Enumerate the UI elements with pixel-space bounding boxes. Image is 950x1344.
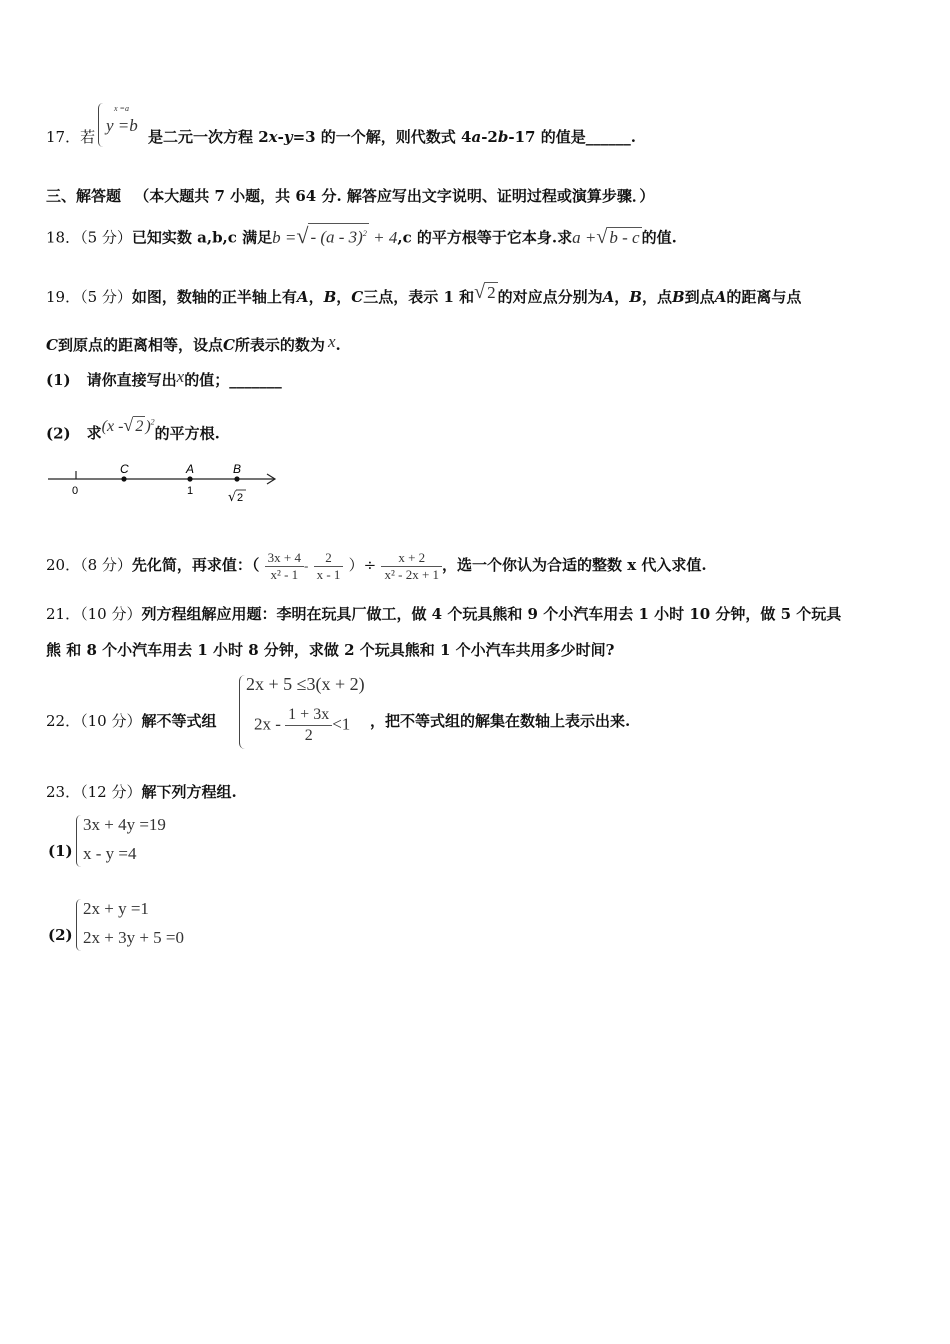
q18-line [46, 223, 677, 248]
q20-fraction-1: $\frac{3x + 4}{\text{x² - 1}}$ [265, 550, 304, 583]
q19-line-2: C到原点的距离相等，设点C所表示的数为 x. [46, 332, 341, 354]
number-line-label-1: 1 [187, 485, 194, 497]
q19-number-line-figure [44, 460, 284, 506]
q19-line1-c: 的对应点分别为 [497, 288, 603, 306]
q23-number: 23． [46, 783, 81, 801]
q21-text-line2: 熊 和 8 个小汽车用去 1 小时 8 分钟，求做 2 个玩具熊和 1 个小汽车共用多少时间? [46, 641, 615, 659]
q19-part2-label: (2) [46, 424, 71, 443]
q19-point-c-2: C [46, 336, 58, 354]
q19-line2-a: 到原点的距离相等，设点 [57, 336, 223, 354]
q17-text-b: =3 的一个解，则代数式 4 [292, 128, 472, 146]
q23-part1-equation-2: x - y =4 [83, 844, 137, 863]
section-3-title: 三、解答题 [46, 187, 122, 205]
q19-line1-b: 三点，表示 1 和 [363, 288, 475, 306]
section-3-heading [46, 186, 654, 206]
q18-score: （5 分） [80, 228, 132, 247]
q17-answer-blank: ______ [585, 128, 631, 146]
q21-score: （10 分） [80, 605, 142, 623]
number-line-label-a: A [186, 462, 195, 476]
q22-number: 22． [46, 712, 81, 730]
q21-line-1 [46, 604, 841, 624]
number-line-label-sqrt2: 2 [237, 492, 244, 504]
q19-part1-label: (1) [46, 371, 71, 389]
q17-system-top: x =a [114, 104, 129, 113]
q22-text-a: 解不等式组 [141, 712, 217, 730]
q19-part1-var-x: x [176, 367, 185, 386]
q18-formula: b =√ - (a - 3)$^2$ + 4 [272, 222, 398, 248]
q19-part1-tail: 的值； [184, 371, 230, 389]
q18-number: 18． [46, 228, 81, 247]
q20-score: （8 分） [80, 556, 132, 574]
number-line-point-a [187, 476, 192, 481]
q22-line [46, 711, 216, 731]
q17-var-y: y [283, 128, 293, 146]
q22-score: （10 分） [80, 712, 142, 730]
q18-expression: a +√ b - c [572, 225, 640, 248]
q17-dash: - [277, 128, 284, 146]
q23-part2-equation-2: 2x + 3y + 5 =0 [83, 928, 185, 947]
q22-inequality-2: 2x - $\frac{1 + 3x}{2}$ <1 [254, 706, 351, 744]
q19-line2-b: 所表示的数为 [234, 336, 325, 354]
q17-text-c: -2 [481, 128, 498, 146]
number-line-label-0: 0 [72, 485, 79, 497]
q21-number: 21． [46, 605, 81, 623]
number-line-sqrt-sign: √ [228, 490, 237, 505]
q17-var-b: b [497, 128, 509, 146]
q23-text: 解下列方程组. [141, 783, 237, 801]
number-line-label-b: B [233, 462, 242, 476]
q19-part-2 [46, 413, 220, 443]
q18-formula-radicand: - (a - 3)$^2$ [308, 223, 368, 248]
q19-part-1 [46, 367, 282, 390]
q23-part2-label: (2) [48, 926, 73, 944]
q17-text-a: 是二元一次方程 2 [148, 128, 269, 146]
q19-number: 19． [46, 288, 81, 306]
q19-part2-expression: (x -√ 2 )$^2$ [101, 415, 155, 436]
q19-line1-a: 如图，数轴的正半轴上有 [131, 288, 297, 306]
q21-line-2 [46, 640, 614, 660]
q23-part1-brace [76, 815, 81, 867]
q19-part1-blank: _______ [229, 371, 282, 389]
q17-system-brace [98, 103, 103, 147]
q19-sqrt2: √ 2 [474, 281, 496, 303]
q17-var-x: x [268, 128, 278, 146]
number-line-point-b [234, 476, 239, 481]
q18-expression-radicand: b - c [609, 227, 640, 247]
q17-number: 17．若 [46, 128, 96, 146]
q19-point-c: C [351, 288, 364, 306]
q19-score: （5 分） [80, 288, 132, 306]
q22-inequality-1: 2x + 5 ≤3(x + 2) [246, 674, 365, 694]
q19-part2-text: 求 [86, 424, 102, 443]
number-line-point-c [121, 476, 126, 481]
q18-text-a: 已知实数 a,b,c 满足 [131, 228, 273, 247]
q17-line [46, 127, 95, 147]
q20-fraction-2: $\frac{2}{x - 1}$ [314, 550, 344, 583]
q19-part2-tail: 的平方根. [154, 424, 220, 443]
q17-text [148, 127, 636, 147]
q17-system-bottom: y =b [106, 116, 138, 135]
q19-point-b: B [323, 288, 337, 306]
q18-formula-tail: + 4 [373, 227, 398, 247]
q20-text-b: ，选一个你认为合适的整数 x 代入求值. [442, 556, 707, 574]
q18-text-c: 的值. [641, 228, 677, 247]
q19-line-1: 19．（5 分）如图，数轴的正半轴上有A，B，C三点，表示 1 和√ 2 的对应点分别为A，B，点B到点A的距离与点 [46, 281, 802, 306]
q23-score: （12 分） [80, 783, 142, 801]
q23-part2-equation-1: 2x + y =1 [83, 899, 149, 918]
q17-end: . [630, 128, 636, 146]
q23-line [46, 782, 237, 802]
section-3-note: （本大题共 7 小题，共 64 分. 解答应写出文字说明、证明过程或演算步骤．） [134, 187, 655, 205]
q23-part1-equation-1: 3x + 4y =19 [83, 815, 166, 834]
q17-var-a: a [471, 128, 482, 146]
q20-line: 20．（8 分）先化简，再求值：（ $\frac{3x + 4}{\text{x² - 1}}$ - $\frac{2}{x - 1}$ ）÷ $\frac{x + 2}{\text{x² - 2x + 1}}$ ，选一个你认为合适的整数 x 代入求值. [46, 549, 707, 582]
q20-text-a: 先化简，再求值：（ [131, 556, 260, 574]
q21-text-line1: 列方程组解应用题：李明在玩具厂做工，做 4 个玩具熊和 9 个小汽车用去 1 小时 10 分钟，做 5 个玩具 [141, 605, 842, 623]
q23-part1-label: (1) [48, 842, 73, 860]
q19-point-a: A [296, 288, 309, 306]
q18-text-b: ,c 的平方根等于它本身.求 [397, 228, 573, 247]
q20-number: 20． [46, 556, 81, 574]
q18-formula-lhs: b = [272, 227, 297, 247]
q23-part2-brace [76, 899, 81, 951]
q20-divide: ）÷ [348, 556, 377, 574]
q19-var-x: x [327, 332, 336, 351]
q19-part1-text: 请你直接写出 [86, 371, 177, 389]
number-line-label-c: C [120, 462, 129, 476]
q22-inequality-2-fraction: $\frac{1 + 3x}{2}$ [285, 705, 332, 746]
q22-text-b: ，把不等式组的解集在数轴上表示出来. [370, 712, 631, 730]
q20-fraction-3: $\frac{x + 2}{\text{x² - 2x + 1}}$ [381, 550, 442, 583]
q22-system-brace [239, 675, 245, 749]
q17-text-d: -17 的值是 [508, 128, 586, 146]
